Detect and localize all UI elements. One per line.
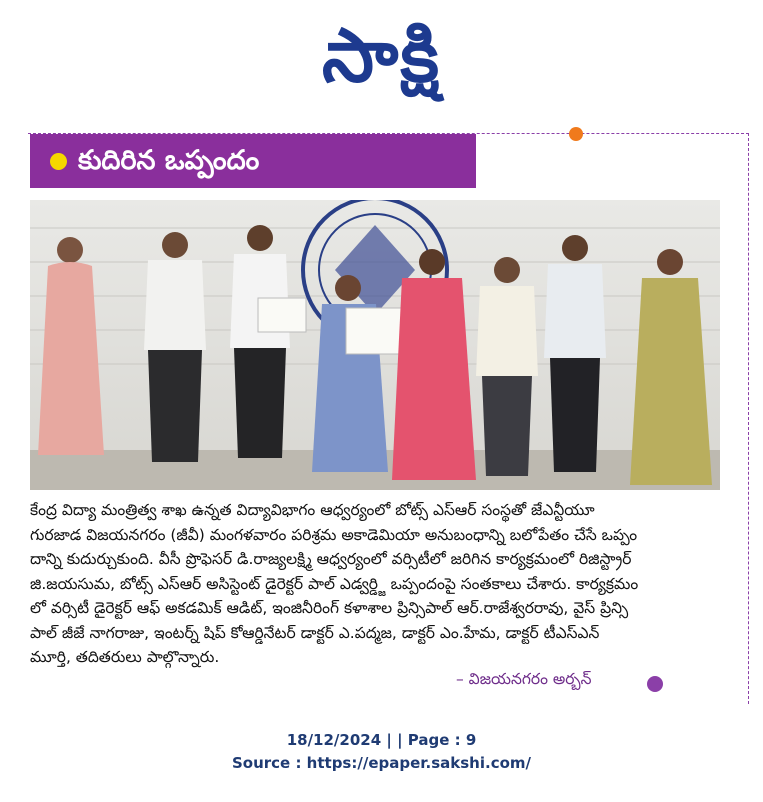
bullet-icon: [50, 153, 67, 170]
article-line: కేంద్ర విద్యా మంత్రిత్వ శాఖ ఉన్నత విద్యావిభాగం ఆధ్వర్యంలో బోట్స్ ఎస్ఆర్ సంస్థతో జేఎన్టీయూ: [30, 501, 595, 519]
headline-banner: [30, 134, 476, 188]
news-photo: [30, 200, 720, 490]
article-line: జి.జయసుమ, బోట్స్ ఎస్ఆర్ అసిస్టెంట్ డైరెక్టర్ పాల్ ఎడ్వర్డ్జి ఒప్పందంపై సంతకాలు చేశారు. కార్యక్రమం: [30, 574, 639, 593]
byline: – విజయనగరం అర్బన్: [456, 670, 592, 688]
article-line: గురజాడ విజయనగరం (జీవీ) మంగళవారం పరిశ్రమ అకాడెమియా అనుబంధాన్ని బలోపేతం చేసే ఒప్పం: [30, 525, 638, 544]
article-body: [30, 498, 720, 670]
headline: కుదిరిన ఒప్పందం: [78, 145, 260, 176]
frame-dot-purple-icon: [647, 676, 663, 692]
article-line: పాల్ జీజే నాగరాజు, ఇంటర్న్ షిప్ కోఆర్డినేటర్ డాక్టర్ ఎ.పద్మజ, డాక్టర్ ఎం.హేమ, డాక్టర్ టీఎస్ఎన్: [30, 623, 600, 642]
masthead: [0, 6, 763, 106]
source-link[interactable]: Source : https://epaper.sakshi.com/: [231, 754, 531, 772]
frame-dot-orange-icon: [569, 127, 583, 141]
newspaper-logo: సాక్షి: [322, 13, 441, 99]
article-line: మూర్తి, తదితరులు పాల్గొన్నారు.: [30, 648, 220, 666]
article-line: లో వర్సిటీ డైరెక్టర్ ఆఫ్ అకడమిక్ ఆడిట్, ఇంజినీరింగ్ కళాశాల ప్రిన్సిపాల్ ఆర్.రాజేశ్వరరావు, వైస్ ప్రిన్సి: [30, 599, 629, 617]
date-page-info: 18/12/2024 | | Page : 9: [286, 731, 477, 749]
article-line: దాన్ని కుదుర్చుకుంది. వీసీ ప్రొఫెసర్ డి.రాజ్యలక్ష్మి ఆధ్వర్యంలో వర్సిటీలో జరిగిన కార్యక్రమంలో రిజిస్ట్రార్: [30, 550, 632, 568]
